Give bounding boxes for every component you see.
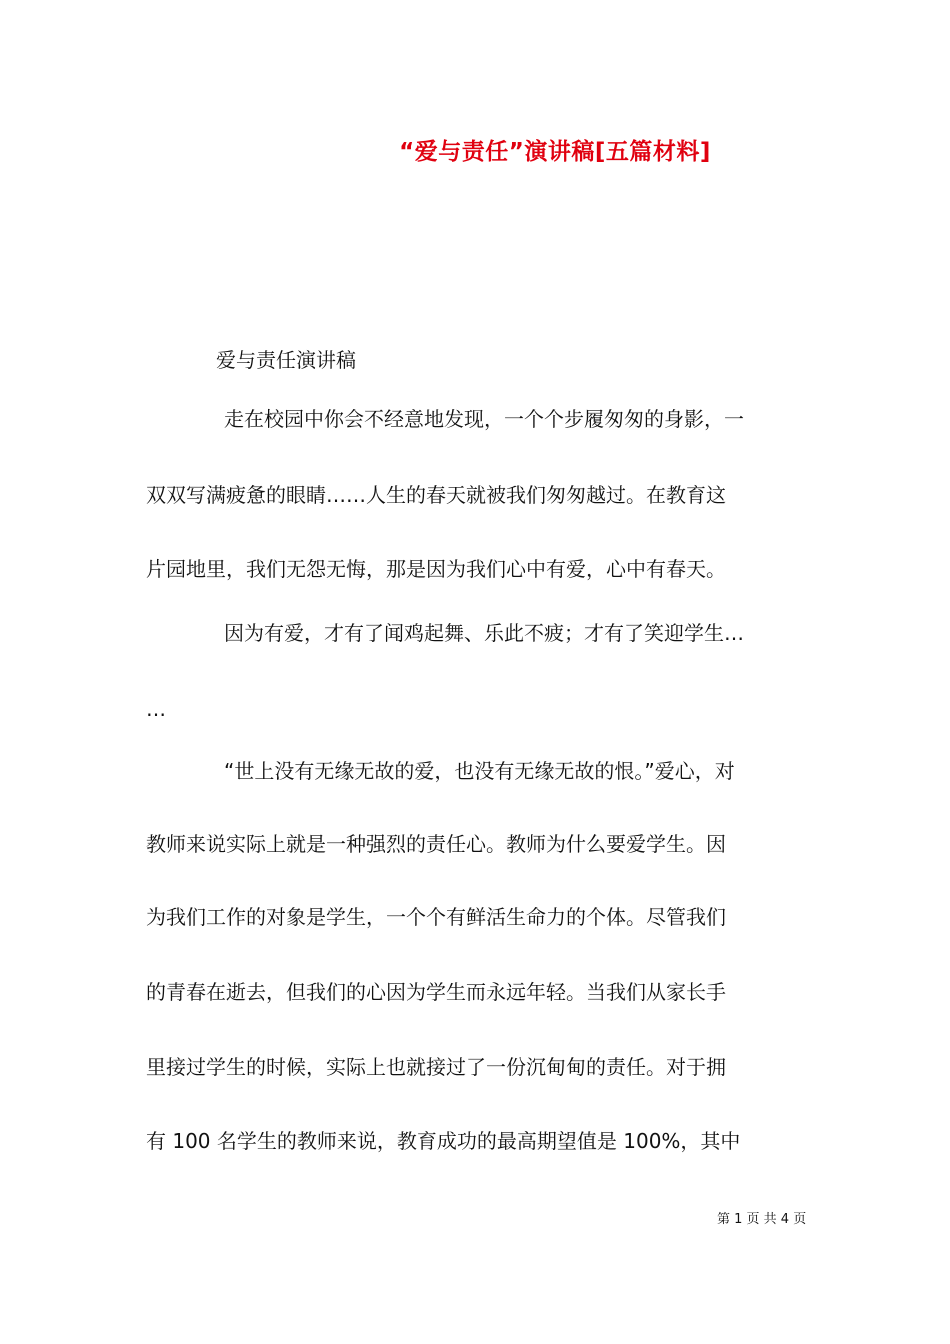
page-number: 第 1 页 共 4 页: [717, 1212, 807, 1227]
paragraph-line: 的青春在逝去，但我们的心因为学生而永远年轻。当我们从家长手: [146, 980, 726, 1004]
paragraph-line: 走在校园中你会不经意地发现，一个个步履匆匆的身影，一: [224, 407, 744, 431]
paragraph-line: 片园地里，我们无怨无悔，那是因为我们心中有爱，心中有春天。: [146, 557, 726, 581]
paragraph-line: …: [146, 697, 166, 721]
paragraph-line: 里接过学生的时候，实际上也就接过了一份沉甸甸的责任。对于拥: [146, 1055, 726, 1079]
paragraph-line: “世上没有无缘无故的爱，也没有无缘无故的恨。”爱心，对: [224, 759, 735, 783]
paragraph-line: 双双写满疲惫的眼睛……人生的春天就被我们匆匆越过。在教育这: [146, 483, 726, 507]
speech-subtitle: 爱与责任演讲稿: [216, 348, 356, 372]
paragraph-line: 因为有爱，才有了闻鸡起舞、乐此不疲；才有了笑迎学生…: [224, 621, 744, 645]
paragraph-line: 有 100 名学生的教师来说，教育成功的最高期望值是 100%，其中: [146, 1129, 741, 1153]
paragraph-line: 教师来说实际上就是一种强烈的责任心。教师为什么要爱学生。因: [146, 832, 726, 856]
document-title: “爱与责任”演讲稿[五篇材料]: [399, 139, 711, 165]
paragraph-line: 为我们工作的对象是学生，一个个有鲜活生命力的个体。尽管我们: [146, 905, 726, 929]
